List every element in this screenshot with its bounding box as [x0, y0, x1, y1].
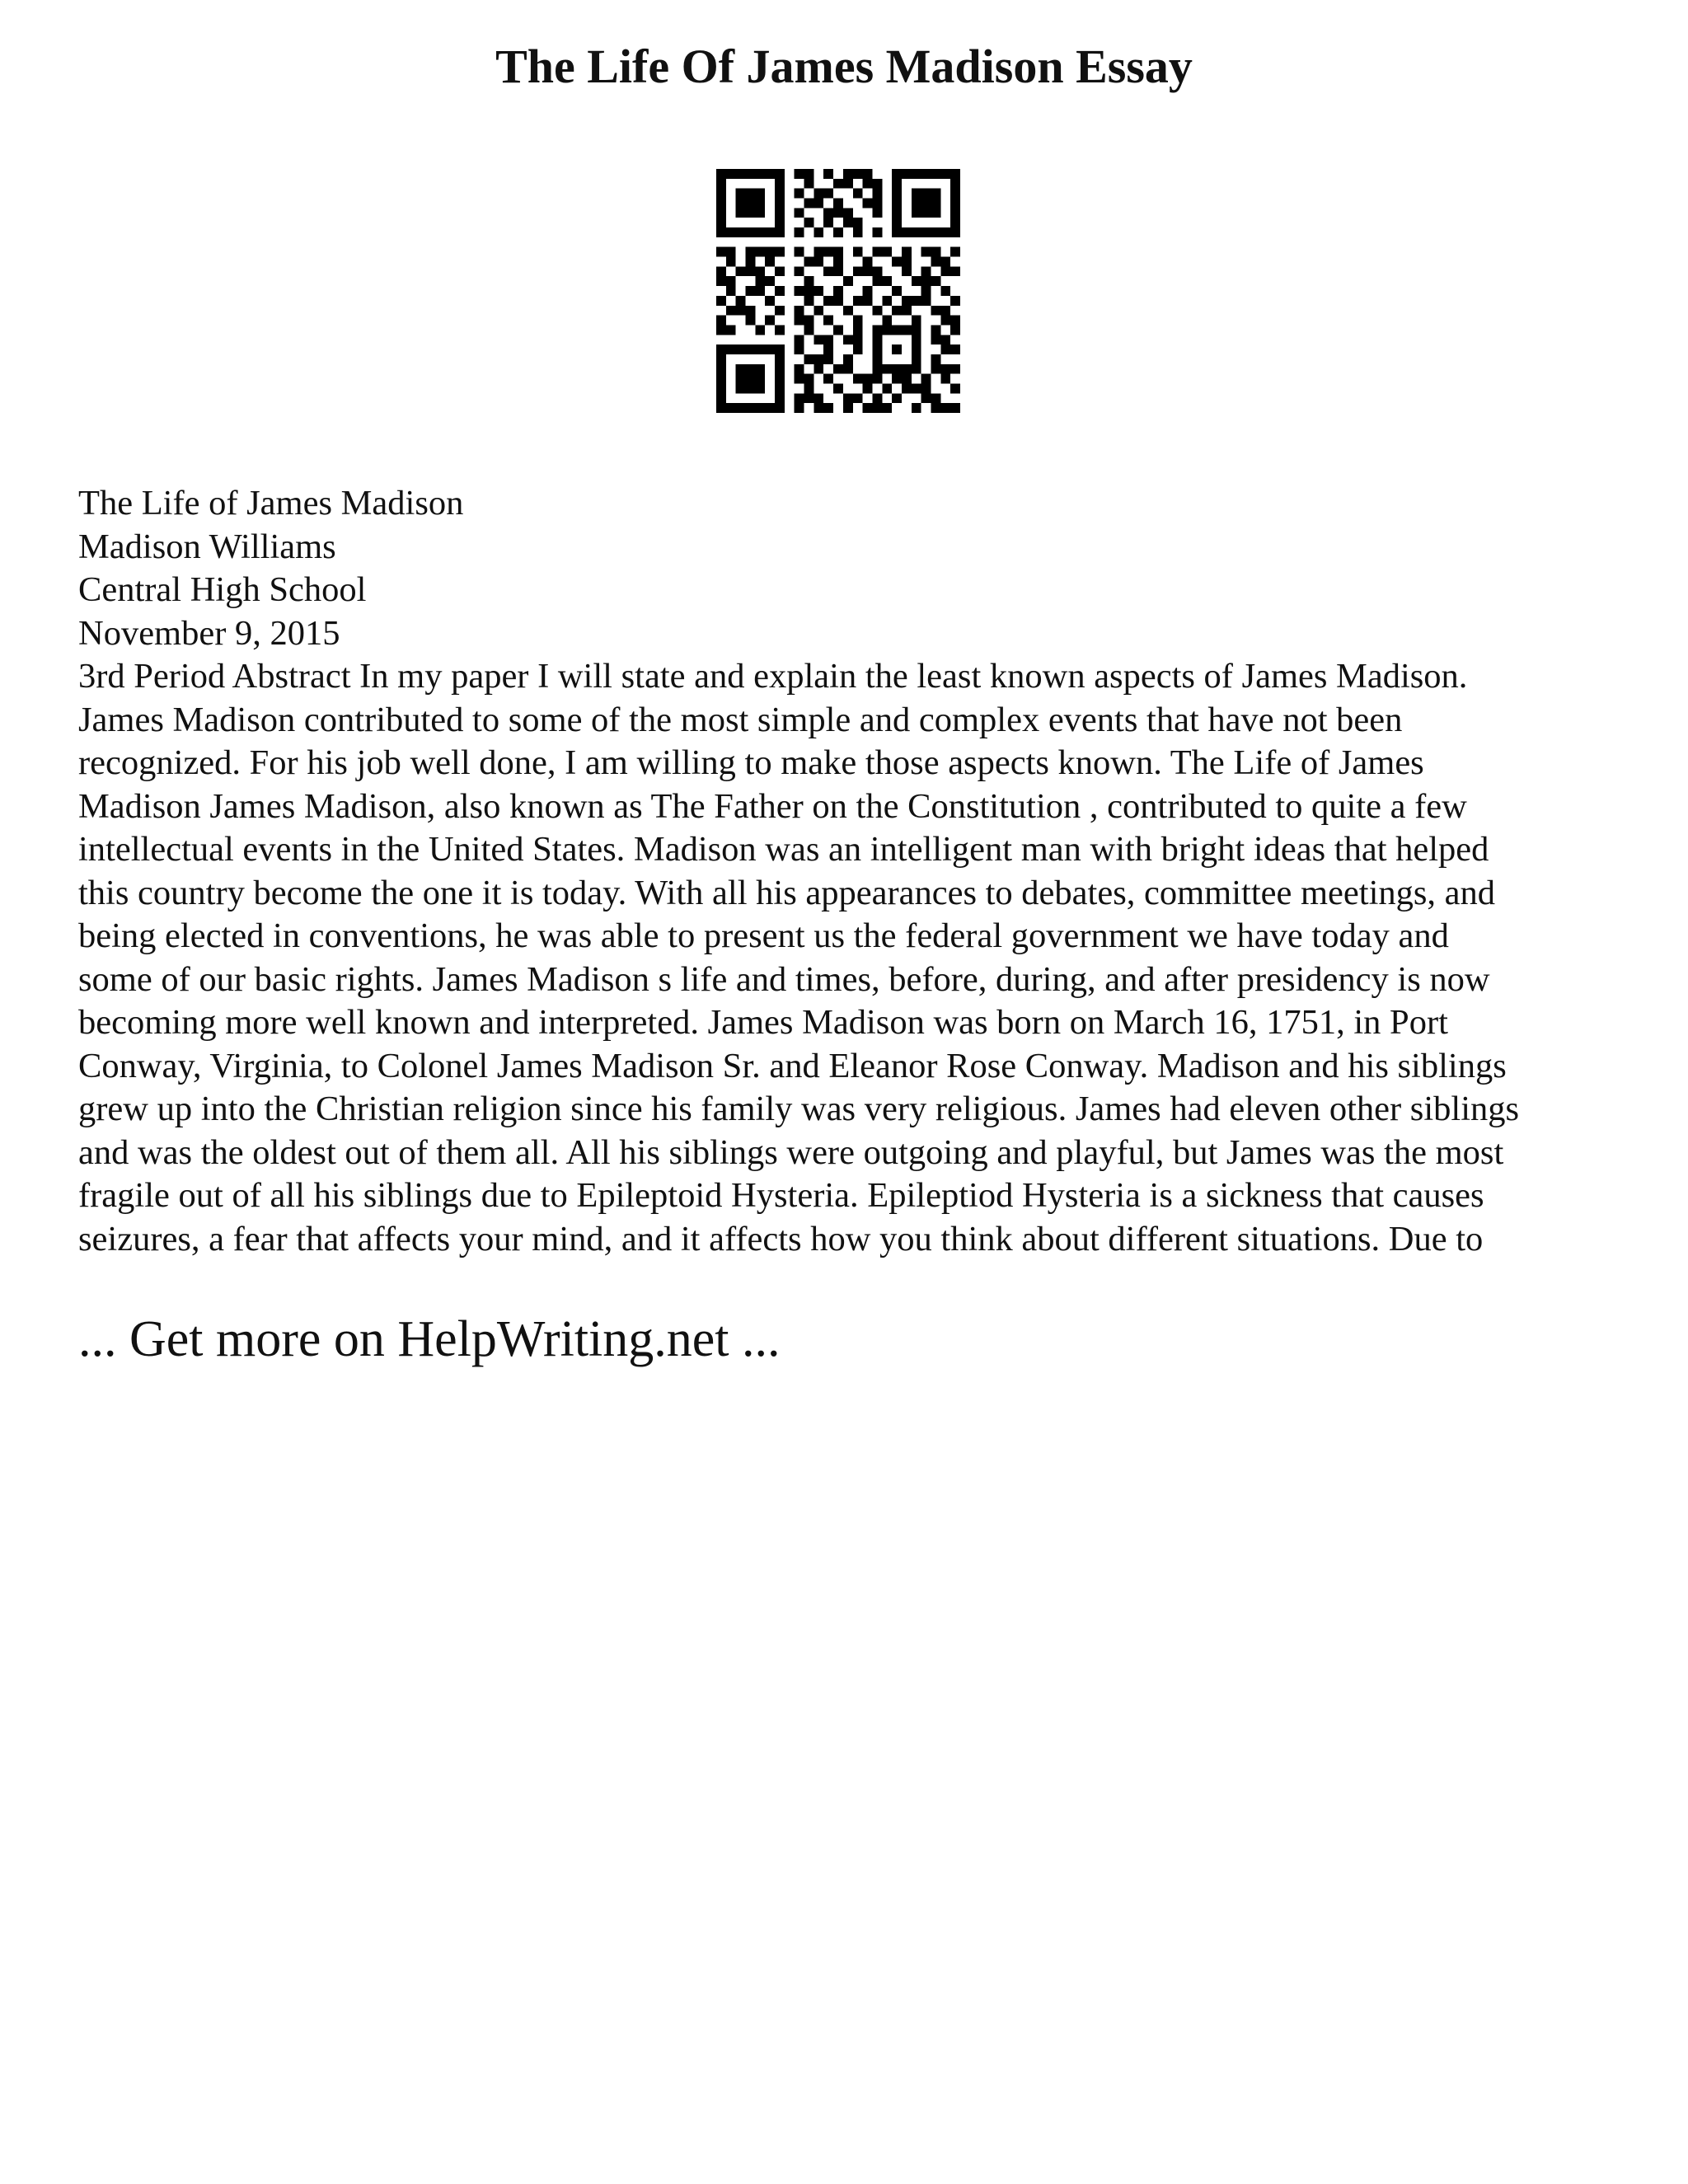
essay-line: seizures, a fear that affects your mind, and it affects how you think about different situations. Due to	[78, 1219, 1484, 1258]
qr-code-icon	[716, 169, 960, 413]
essay-line: Madison Williams	[78, 527, 336, 566]
essay-line: 3rd Period Abstract In my paper I will state and explain the least known aspects of James Madison.	[78, 657, 1468, 696]
essay-line: Central High School	[78, 570, 367, 609]
essay-line: becoming more well known and interpreted. James Madison was born on March 16, 1751, in Port	[78, 1003, 1448, 1042]
essay-line: being elected in conventions, he was able to present us the federal government we have today and	[78, 916, 1449, 955]
essay-line: Madison James Madison, also known as The Father on the Constitution , contributed to quite a few	[78, 786, 1467, 826]
essay-line: grew up into the Christian religion since his family was very religious. James had eleven other siblings	[78, 1090, 1520, 1128]
essay-line: intellectual events in the United States. Madison was an intelligent man with bright ideas that helped	[78, 830, 1489, 869]
essay-line: fragile out of all his siblings due to Epileptoid Hysteria. Epileptiod Hysteria is a sickness that causes	[78, 1176, 1484, 1215]
qr-code-graphic	[716, 169, 960, 413]
essay-line: James Madison contributed to some of the most simple and complex events that have not been	[78, 700, 1403, 739]
essay-line: and was the oldest out of them all. All his siblings were outgoing and playful, but James was the most	[78, 1132, 1504, 1172]
essay-line: Conway, Virginia, to Colonel James Madison Sr. and Eleanor Rose Conway. Madison and his siblings	[78, 1046, 1507, 1085]
essay-line: some of our basic rights. James Madison s life and times, before, during, and after presidency is now	[78, 959, 1490, 999]
get-more-link[interactable]: ... Get more on HelpWriting.net ...	[78, 1311, 781, 1367]
essay-line: November 9, 2015	[78, 613, 340, 653]
essay-line: recognized. For his job well done, I am willing to make those aspects known. The Life of James	[78, 743, 1424, 782]
essay-line: this country become the one it is today. With all his appearances to debates, committee meetings, and	[78, 873, 1496, 912]
document-title: The Life Of James Madison Essay	[495, 40, 1193, 93]
essay-body	[78, 482, 1628, 1261]
essay-line: The Life of James Madison	[78, 484, 464, 523]
